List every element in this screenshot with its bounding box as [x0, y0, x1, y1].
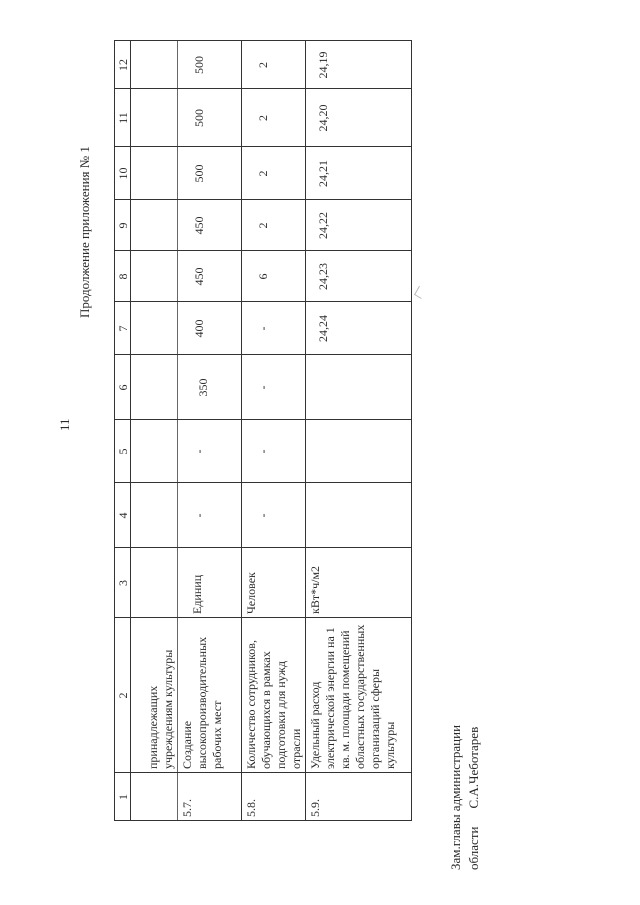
table-row-number: 5.7.: [180, 799, 194, 817]
table-row-number: 5.9.: [308, 799, 322, 817]
signature-name-line: [466, 727, 482, 870]
table-cell: 2: [256, 170, 270, 177]
table-cell: -: [256, 385, 270, 390]
col-header: 7: [116, 325, 130, 332]
table-cell: 2: [256, 115, 270, 121]
header-row-divider: [130, 40, 131, 821]
table-cell: 6: [256, 273, 270, 280]
table-row-name: Количество сотрудников, обучающихся в рамках подготовки для нужд отрасли: [244, 640, 303, 769]
table-row-name: принадлежащих учреждениям культуры: [146, 649, 175, 769]
pen-mark: [414, 294, 421, 299]
table-cell: [306, 355, 318, 420]
table-cell: 500: [192, 56, 206, 74]
table-row-name: Создание высокопроизводительных рабочих мест: [180, 636, 224, 769]
table-cell: -: [256, 326, 270, 331]
table-cell: 450: [192, 267, 206, 286]
table-border-bottom: [411, 40, 412, 821]
page-number: 11: [57, 418, 72, 431]
table-cell: 450: [192, 216, 206, 235]
table-cell: 24,24: [316, 315, 330, 342]
table-row-unit: Единиц: [190, 574, 204, 614]
table-cell: [306, 420, 318, 483]
col-header: 2: [116, 692, 130, 699]
table-cell: 400: [192, 319, 206, 338]
col-header: 4: [116, 512, 130, 519]
signature-title: Зам.главы администрации: [448, 724, 463, 870]
table-cell: -: [256, 449, 270, 454]
table-cell: -: [192, 449, 206, 454]
col-header: 1: [116, 794, 130, 800]
signature-region: области: [466, 826, 481, 870]
col-header: 6: [116, 384, 130, 391]
signature-person: С.А.Чеботарев: [466, 726, 481, 809]
table-cell: 2: [256, 222, 270, 229]
col-header: 10: [116, 167, 130, 180]
table-row-unit: кВт*ч/м2: [308, 565, 322, 614]
col-header: 9: [116, 222, 130, 229]
col-header: 3: [116, 580, 130, 586]
table-cell: 24,19: [316, 51, 330, 79]
col-header: 11: [116, 112, 130, 124]
table-cell: 24,23: [316, 263, 330, 290]
table-cell: -: [192, 513, 206, 518]
table-cell: 24,20: [316, 104, 330, 132]
table-cell: 500: [192, 109, 206, 127]
table-row-name: Удельный расход электрической энергии на 1 кв. м. площади помещений областных государственных организаций сферы культуры: [308, 624, 397, 769]
col-header: 8: [116, 273, 130, 280]
table-cell: 24,21: [316, 160, 330, 187]
continuation-header: Продолжение приложения № 1: [77, 146, 92, 318]
col-header: 12: [116, 59, 130, 71]
table-cell: 2: [256, 62, 270, 68]
table-cell: 500: [192, 164, 206, 183]
table-row-number: 5.8.: [244, 799, 258, 817]
table-cell: -: [256, 513, 270, 518]
appendix-table: [114, 40, 412, 821]
table-row-unit: Человек: [244, 572, 258, 614]
col-header: 5: [116, 448, 130, 455]
table-cell: 24,22: [316, 212, 330, 239]
table-cell: [306, 483, 318, 548]
table-cell: 350: [196, 378, 210, 397]
